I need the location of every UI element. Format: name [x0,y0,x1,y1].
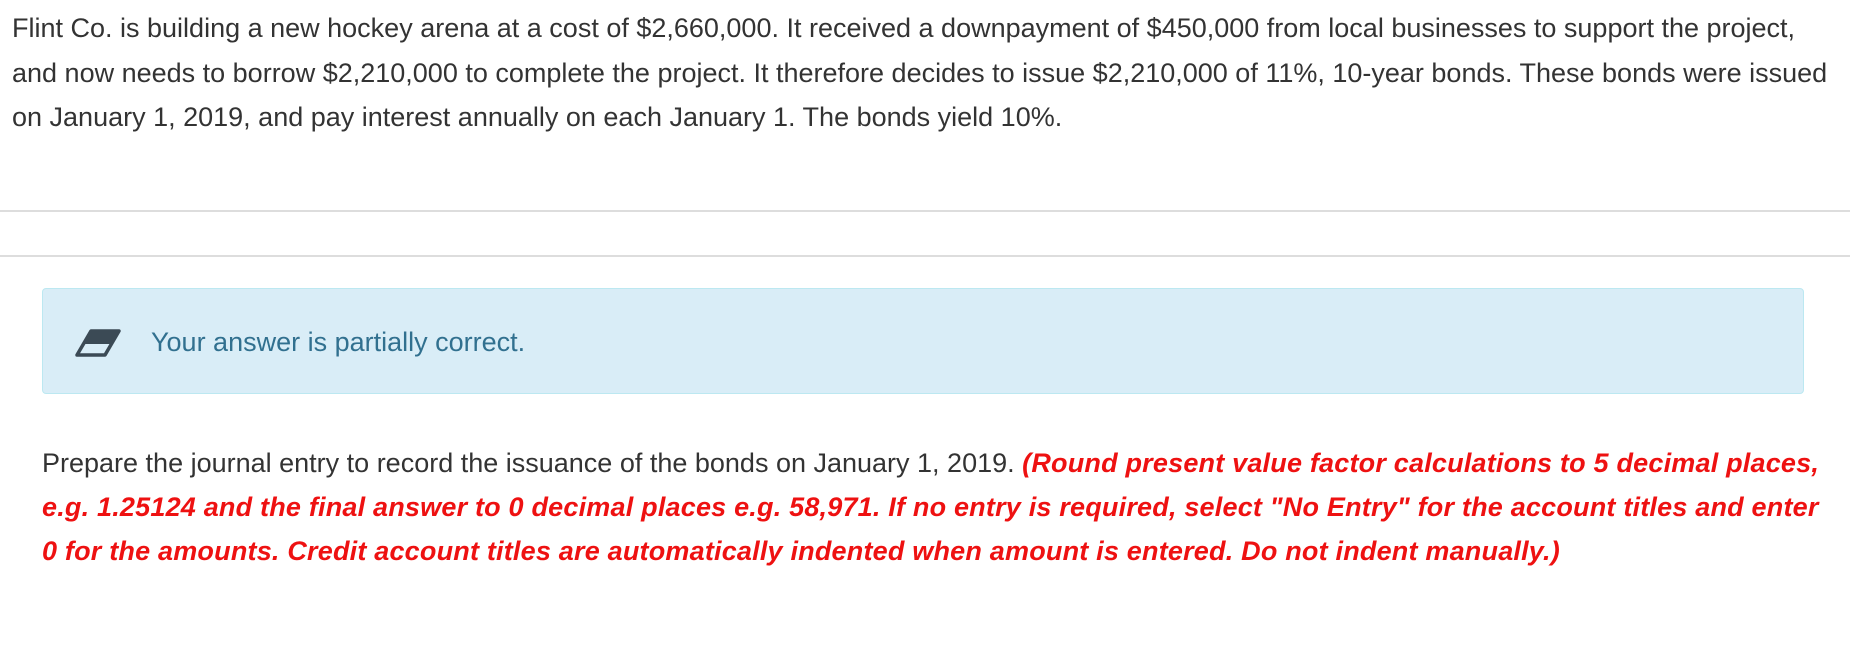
divider-bottom [0,255,1850,257]
divider-top [0,210,1850,212]
instructions [42,441,1822,573]
instructions-rounding-note: (Round present value factor calculations to 5 decimal places, e.g. 1.25124 and the final answer to 0 decimal places e.g. 58,971. If no entry is required, select "No Entry" for the account titles and enter 0 for the amounts. Credit account titles are automatically indented when amount is entered. Do not indent manually.) [42,448,1820,566]
eraser-icon [73,327,123,361]
feedback-message: Your answer is partially correct. [151,327,526,357]
instructions-lead: Prepare the journal entry to record the issuance of the bonds on January 1, 2019. [42,448,1023,478]
problem-statement: Flint Co. is building a new hockey arena at a cost of $2,660,000. It received a downpayment of $450,000 from local businesses to support the project, and now needs to borrow $2,210,000 to complete the project. It therefore decides to issue $2,210,000 of 11%, 10-year bonds. These bonds were issued on January 1, 2019, and pay interest annually on each January 1. The bonds yield 10%. [12,13,1828,132]
feedback-alert [42,288,1804,394]
